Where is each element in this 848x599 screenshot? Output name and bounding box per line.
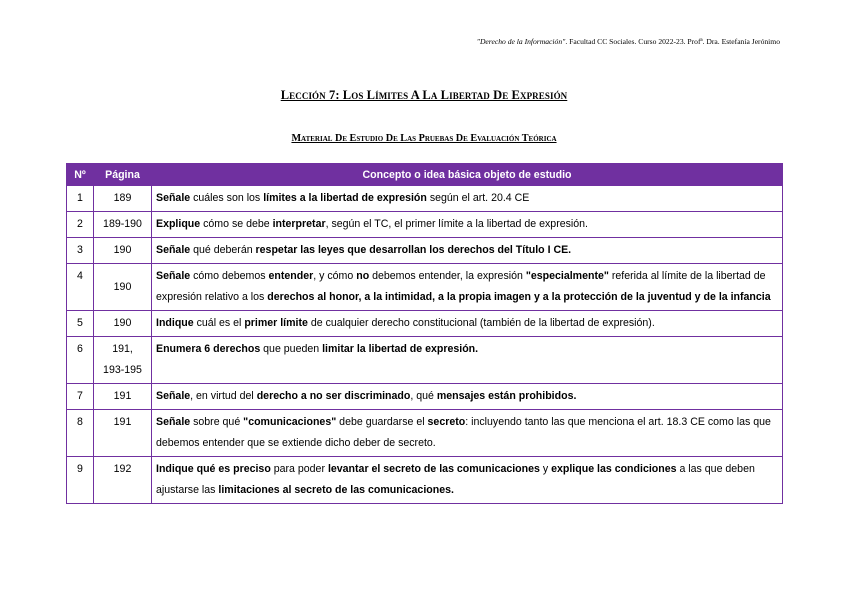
row-concept (152, 337, 783, 384)
concept-bold-text: Señale (156, 244, 191, 256)
table-row (67, 384, 783, 410)
concept-text: para poder (270, 463, 328, 475)
concept-bold-text: respetar las leyes que desarrollan los derechos del Título I CE. (255, 244, 572, 256)
row-number: 6 (67, 337, 94, 384)
row-concept (152, 212, 783, 238)
table-body (67, 186, 783, 504)
row-page: 190 (94, 238, 152, 264)
row-number: 4 (67, 264, 94, 311)
concept-bold-text: Enumera 6 derechos (156, 343, 261, 355)
lesson-title: Lección 7: Los Límites A La Libertad De Expresión (280, 88, 568, 102)
header-num: Nº (67, 164, 94, 186)
concept-text: y (539, 463, 552, 475)
concept-text: , según el TC, el primer límite a la libertad de expresión. (325, 218, 588, 230)
concept-text: cómo debemos (190, 270, 269, 282)
row-page: 189-190 (94, 212, 152, 238)
row-concept (152, 264, 783, 311)
concept-bold-text: explique las condiciones (551, 463, 677, 475)
concept-bold-text: límites a la libertad de expresión (263, 192, 427, 204)
table-row (67, 311, 783, 337)
header-note-italic: "Derecho de la Información" (476, 37, 566, 46)
concept-bold-text: levantar el secreto de las comunicaciones (327, 463, 540, 475)
row-number: 7 (67, 384, 94, 410)
concept-bold-text: "especialmente" (525, 270, 609, 282)
concept-text: cuáles son los (190, 192, 264, 204)
concept-bold-text: mensajes están prohibidos. (436, 390, 577, 402)
concept-bold-text: derechos al honor, a la intimidad, a la propia imagen y a la protección de la juventud y de la infancia (267, 291, 771, 303)
row-number: 5 (67, 311, 94, 337)
concept-text: según el art. 20.4 CE (426, 192, 530, 204)
concept-text: , qué (410, 390, 437, 402)
concept-text: referida al límite de la libertad de expresión relativo a los (156, 270, 766, 303)
row-page: 192 (94, 457, 152, 504)
row-page: 191 (94, 410, 152, 457)
row-concept (152, 410, 783, 457)
table-row (67, 457, 783, 504)
concept-bold-text: Indique qué es preciso (156, 463, 271, 475)
row-concept (152, 238, 783, 264)
row-number: 9 (67, 457, 94, 504)
concept-bold-text: Señale (156, 270, 191, 282)
table-row (67, 238, 783, 264)
row-page: 189 (94, 186, 152, 212)
concept-text: que pueden (260, 343, 323, 355)
row-number: 2 (67, 212, 94, 238)
row-page: 191 (94, 384, 152, 410)
concept-text: a las que deben ajustarse las (156, 463, 755, 496)
table-row (67, 186, 783, 212)
concept-text: sobre qué (190, 416, 244, 428)
row-page: 190 (94, 264, 152, 311)
row-number: 3 (67, 238, 94, 264)
table-row (67, 337, 783, 384)
concept-text: , en virtud del (190, 390, 257, 402)
concept-bold-text: interpretar (272, 218, 326, 230)
row-number: 8 (67, 410, 94, 457)
concept-bold-text: limitar la libertad de expresión. (322, 343, 479, 355)
header-concept: Concepto o idea básica objeto de estudio (152, 164, 783, 186)
concept-bold-text: limitaciones al secreto de las comunicaciones. (218, 484, 454, 496)
concept-bold-text: Explique (156, 218, 201, 230)
concept-text: qué deberán (190, 244, 256, 256)
concept-text: , y cómo (313, 270, 357, 282)
material-title: Material De Estudio De Las Pruebas De Evaluación Teórica (291, 133, 557, 144)
concept-bold-text: Indique (156, 317, 194, 329)
row-concept (152, 311, 783, 337)
row-number: 1 (67, 186, 94, 212)
concept-bold-text: Señale (156, 192, 191, 204)
concept-text: debe guardarse el (336, 416, 428, 428)
study-table (66, 163, 783, 504)
concept-bold-text: "comunicaciones" (243, 416, 337, 428)
concept-bold-text: Señale (156, 390, 191, 402)
header-note-rest: . Facultad CC Sociales. Curso 2022-23. Profª. Dra. Estefanía Jerónimo (565, 37, 780, 46)
header-note (477, 37, 780, 46)
concept-text: cómo se debe (200, 218, 273, 230)
row-page: 190 (94, 311, 152, 337)
concept-text: cuál es el (193, 317, 245, 329)
concept-bold-text: derecho a no ser discriminado (256, 390, 411, 402)
row-concept (152, 457, 783, 504)
row-concept (152, 186, 783, 212)
table-row (67, 212, 783, 238)
row-page: 191, 193-195 (94, 337, 152, 384)
concept-bold-text: primer límite (244, 317, 308, 329)
concept-text: de cualquier derecho constitucional (también de la libertad de expresión). (307, 317, 655, 329)
concept-text: debemos entender, la expresión (369, 270, 526, 282)
table-header-row (67, 164, 783, 186)
concept-bold-text: no (356, 270, 370, 282)
concept-text: : incluyendo tanto las que menciona el art. 18.3 CE como las que debemos entender que se extiende dicho deber de secreto. (156, 416, 771, 449)
concept-bold-text: entender (268, 270, 314, 282)
concept-bold-text: Señale (156, 416, 191, 428)
table-row (67, 410, 783, 457)
header-page: Página (94, 164, 152, 186)
table-row (67, 264, 783, 311)
concept-bold-text: secreto (427, 416, 466, 428)
row-concept (152, 384, 783, 410)
